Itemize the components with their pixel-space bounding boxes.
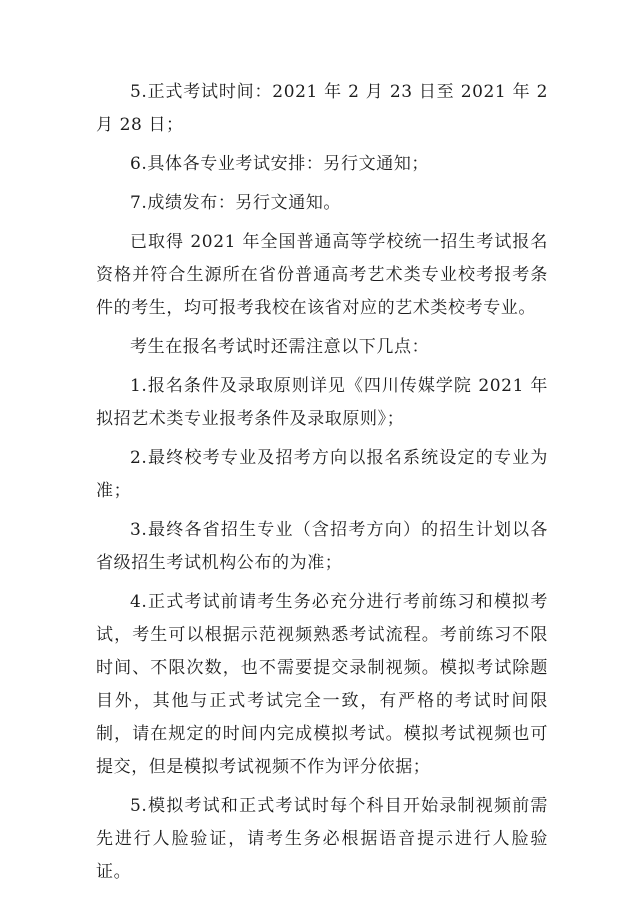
paragraph-note-1: 1.报名条件及录取原则详见《四川传媒学院 2021 年拟招艺术类专业报考条件及录取原则》； [96,376,548,429]
paragraph-note-5: 5.模拟考试和正式考试时每个科目开始录制视频前需先进行人脸验证，请考生务必根据语音提示进行人脸验证。 [96,796,548,882]
paragraph-eligibility: 已取得 2021 年全国普通高等学校统一招生考试报名资格并符合生源所在省份普通高考艺术类专业校考报考条件的考生，均可报考我校在该省对应的艺术类校考专业。 [96,232,548,318]
paragraph-note-2: 2.最终校考专业及招考方向以报名系统设定的专业为准； [96,448,548,501]
paragraph-results: 7.成绩发布：另行文通知。 [130,193,342,213]
paragraph-exam-time: 5.正式考试时间：2021 年 2 月 23 日至 2021 年 2 月 28 日； [96,82,548,135]
paragraph-schedule: 6.具体各专业考试安排：另行文通知； [130,154,430,174]
paragraph-notes-intro: 考生在报名考试时还需注意以下几点： [130,337,430,357]
paragraph-note-4: 4.正式考试前请考生务必充分进行考前练习和模拟考试，考生可以根据示范视频熟悉考试流程。考前练习不限时间、不限次数，也不需要提交录制视频。模拟考试除题目外，其他与正式考试完全一致，有严格的考试时间限制，请在规定的时间内完成模拟考试。模拟考试视频也可提交，但是模拟考试视频不作为评分依据； [96,592,548,777]
paragraph-note-3: 3.最终各省招生专业（含招考方向）的招生计划以各省级招生考试机构公布的为准； [96,520,548,573]
